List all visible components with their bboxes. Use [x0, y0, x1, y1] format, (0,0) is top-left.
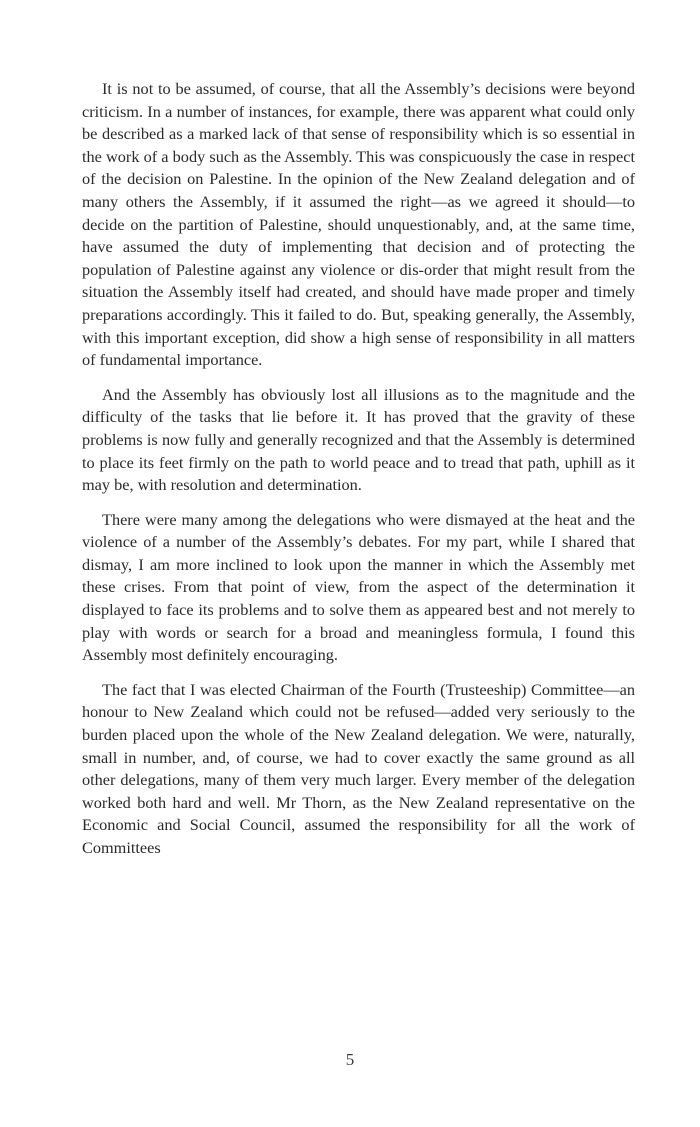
page-body [82, 78, 635, 872]
paragraph-assembly-criticism: It is not to be assumed, of course, that all the Assembly’s decisions were beyond criticism. In a number of instances, for example, there was apparent what could only be described as a marked lack of that sense of responsibility which is so essential in the work of a body such as the Assembly. This was conspicuously the case in respect of the decision on Palestine. In the opinion of the New Zealand delegation and of many others the Assembly, if it assumed the right—as we agreed it should—to decide on the partition of Palestine, should unquestionably, and, at the same time, have assumed the duty of implementing that decision and of protecting the population of Palestine against any violence or dis-order that might result from the situation the Assembly itself had created, and should have made proper and timely preparations accordingly. This it failed to do. But, speaking generally, the Assembly, with this important exception, did show a high sense of responsibility in all matters of fundamental importance. [82, 79, 635, 370]
paragraph-assembly-illusions: And the Assembly has obviously lost all illusions as to the magnitude and the difficulty of the tasks that lie before it. It has proved that the gravity of these problems is now fully and generally recognized and that the Assembly is determined to place its feet firmly on the path to world peace and to tread that path, uphill as it may be, with resolution and determination. [82, 384, 635, 495]
paragraph-trusteeship-committee: The fact that I was elected Chairman of the Fourth (Trusteeship) Committee—an honour to New Zealand which could not be refused—added very seriously to the burden placed upon the whole of the New Zealand delegation. We were, naturally, small in number, and, of course, we had to cover exactly the same ground as all other delegations, many of them very much larger. Every member of the delegation worked both hard and well. Mr Thorn, as the New Zealand representative on the Economic and Social Council, assumed the responsibility for all the work of Committees [82, 679, 635, 857]
page-number: 5 [345, 1050, 355, 1069]
paragraph-assembly-debates: There were many among the delegations who were dismayed at the heat and the violence of a number of the Assembly’s debates. For my part, while I shared that dismay, I am more inclined to look upon the manner in which the Assembly met these crises. From that point of view, from the aspect of the determination it displayed to face its problems and to solve them as appeared best and not merely to play with words or search for a broad and meaningless formula, I found this Assembly most definitely encouraging. [82, 509, 635, 665]
